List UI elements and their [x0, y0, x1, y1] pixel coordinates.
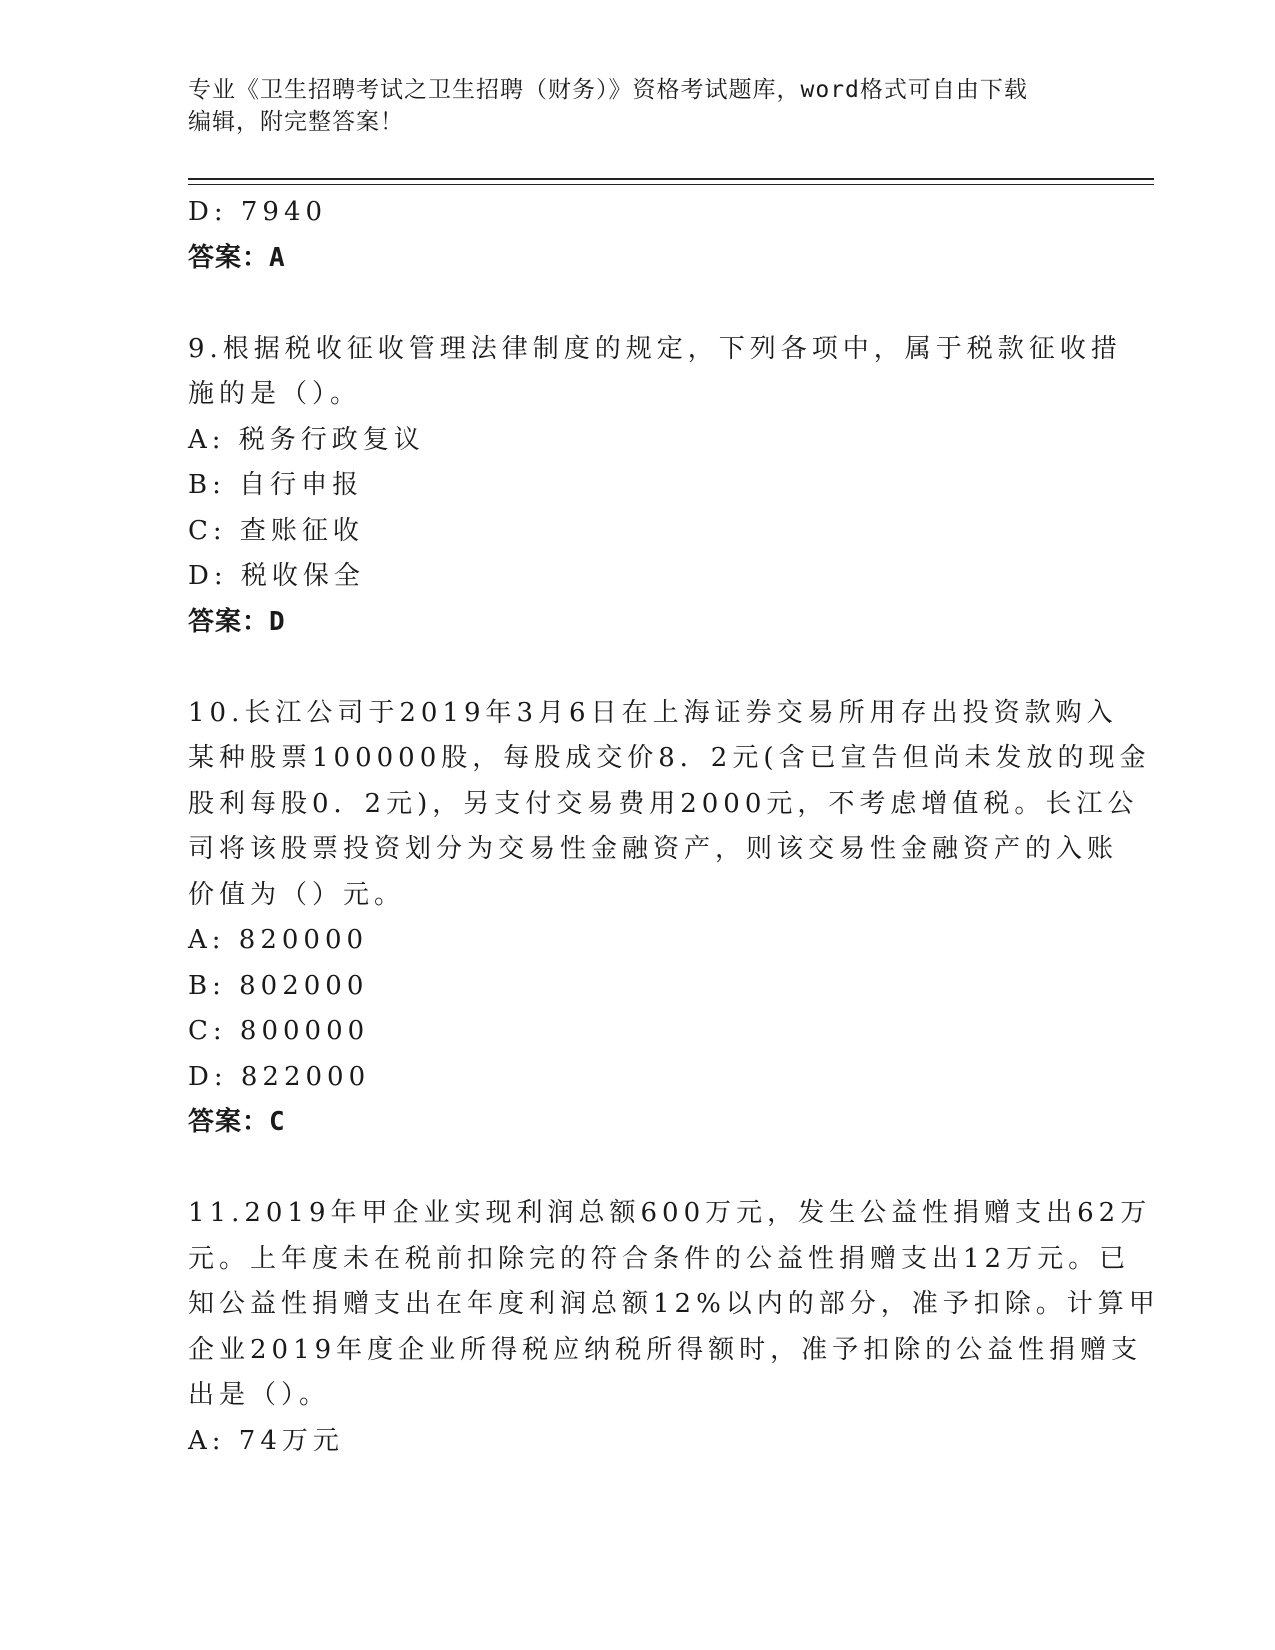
spacer [188, 1146, 1088, 1192]
question-9-text-line-2: 施的是（）。 [188, 379, 362, 409]
question-10-option-b: B: 802000 [188, 970, 369, 1001]
question-10-answer: 答案：C [188, 1107, 286, 1137]
question-10 [188, 691, 1151, 1146]
prev-answer: 答案：A [188, 242, 286, 273]
question-9-answer: 答案：D [188, 606, 286, 637]
question-11-text-line-1: 11.2019年甲企业实现利润总额600万元，发生公益性捐赠支出62万 [188, 1198, 1152, 1228]
header-line-1: 专业《卫生招聘考试之卫生招聘（财务）》资格考试题库，word格式可自由下载 [188, 77, 1028, 103]
question-11-option-a: A: 74万元 [188, 1425, 344, 1456]
question-11 [188, 1191, 1160, 1464]
question-9-option-d: D: 税收保全 [188, 561, 365, 591]
spacer [188, 645, 1088, 691]
question-9-option-a: A: 税务行政复议 [188, 424, 425, 455]
question-11-text-line-2: 元。上年度未在税前扣除完的符合条件的公益性捐赠支出12万元。已 [188, 1243, 1131, 1274]
header-divider [188, 178, 1154, 180]
spacer [188, 281, 1088, 327]
page-header [188, 74, 1088, 138]
question-11-text-line-3: 知公益性捐赠支出在年度利润总额12%以内的部分，准予扣除。计算甲 [188, 1289, 1160, 1319]
prev-option-d: D: 7940 [188, 197, 328, 227]
question-10-text-line-5: 价值为（）元。 [188, 879, 406, 910]
question-9 [188, 327, 1122, 646]
question-10-text-line-2: 某种股票100000股，每股成交价8．2元(含已宣告但尚未发放的现金 [188, 743, 1151, 773]
question-content [188, 190, 1160, 1464]
question-10-option-c: C: 800000 [188, 1016, 370, 1046]
question-10-option-a: A: 820000 [188, 925, 369, 955]
question-10-text-line-3: 股利每股0．2元)，另支付交易费用2000元，不考虑增值税。长江公 [188, 788, 1139, 819]
question-11-text-line-4: 企业2019年度企业所得税应纳税所得额时，准予扣除的公益性捐赠支 [188, 1334, 1143, 1365]
header-divider-thin [188, 184, 1154, 185]
question-9-option-b: B: 自行申报 [188, 470, 364, 500]
question-9-option-c: C: 查账征收 [188, 515, 364, 546]
question-10-option-d: D: 822000 [188, 1061, 371, 1092]
question-9-text-line-1: 9.根据税收征收管理法律制度的规定，下列各项中，属于税款征收措 [188, 333, 1122, 364]
header-line-2: 编辑，附完整答案！ [188, 109, 404, 135]
question-11-text-line-5: 出是（）。 [188, 1380, 331, 1410]
question-10-text-line-4: 司将该股票投资划分为交易性金融资产，则该交易性金融资产的入账 [188, 834, 1119, 864]
question-10-text-line-1: 10.长江公司于2019年3月6日在上海证券交易所用存出投资款购入 [188, 697, 1118, 728]
